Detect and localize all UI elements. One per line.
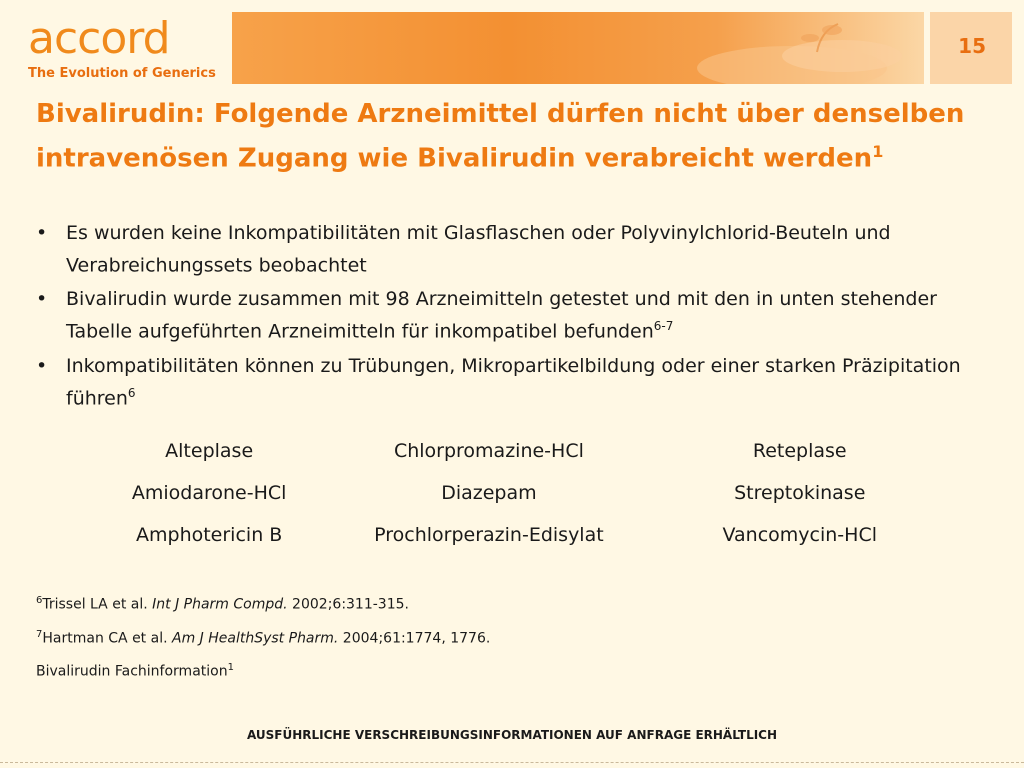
bullet-text: Es wurden keine Inkompatibilitäten mit Glasflaschen oder Polyvinylchlorid-Beuteln und Verabreichungssets beobachtet [66, 222, 891, 277]
header-banner [232, 12, 924, 84]
table-cell: Prochlorperazin-Edisylat [374, 524, 604, 546]
incompatible-drugs-table [90, 430, 950, 556]
reference-item [36, 620, 936, 654]
table-cell: Amphotericin B [136, 524, 283, 546]
bullet-text: Bivalirudin wurde zusammen mit 98 Arzneimitteln getestet und mit den in unten stehender Tabelle aufgeführten Arzneimitteln für inkompatibel befunden [66, 288, 937, 343]
table-row [90, 514, 950, 556]
reference-authors: Trissel LA et al. [42, 596, 153, 613]
reference-item [36, 586, 936, 620]
bullet-item [36, 220, 996, 279]
bullet-footnote-ref: 6 [127, 385, 136, 400]
reference-item [36, 653, 936, 687]
footer-notice: AUSFÜHRLICHE VERSCHREIBUNGSINFORMATIONEN AUF ANFRAGE ERHÄLTLICH [246, 728, 778, 742]
logo-tagline: The Evolution of Generics [28, 66, 216, 81]
bullet-item [36, 286, 996, 345]
reference-text: Bivalirudin Fachinformation [36, 663, 228, 680]
reference-journal: Am J HealthSyst Pharm. [172, 630, 339, 647]
slide-title [36, 96, 996, 178]
logo-wordmark: accord [28, 13, 170, 64]
references [36, 586, 936, 687]
table-row [90, 472, 950, 514]
reference-number: 1 [227, 662, 234, 674]
footer-divider [0, 762, 1024, 763]
bullet-item [36, 353, 996, 412]
table-cell: Amiodarone-HCl [131, 482, 287, 504]
reference-authors: Hartman CA et al. [42, 630, 172, 647]
table-row [90, 430, 950, 472]
page-number: 15 [958, 34, 986, 58]
reference-details: 2004;61:1774, 1776. [338, 630, 491, 647]
page-number-box [930, 12, 1012, 84]
hands-seedling-graphic [232, 12, 924, 84]
reference-journal: Int J Pharm Compd. [152, 596, 288, 613]
reference-number: 7 [36, 628, 43, 640]
bullet-footnote-ref: 6-7 [653, 319, 674, 334]
table-cell: Streptokinase [734, 482, 866, 504]
table-cell: Alteplase [165, 440, 254, 462]
table-cell: Reteplase [752, 440, 847, 462]
title-footnote-ref: 1 [872, 142, 884, 161]
bullet-text: Inkompatibilitäten können zu Trübungen, Mikropartikelbildung oder einer starken Präzipitation führen [66, 354, 961, 409]
reference-number: 6 [36, 595, 43, 606]
table-cell: Vancomycin-HCl [722, 524, 877, 546]
reference-details: 2002;6:311-315. [287, 596, 409, 613]
title-text: Bivalirudin: Folgende Arzneimittel dürfen nicht über denselben intravenösen Zugang wie Bivalirudin verabreicht werden [36, 99, 965, 174]
accord-logo [28, 14, 218, 84]
table-cell: Chlorpromazine-HCl [393, 440, 584, 462]
bullet-list [36, 220, 996, 419]
table-cell: Diazepam [441, 482, 537, 504]
